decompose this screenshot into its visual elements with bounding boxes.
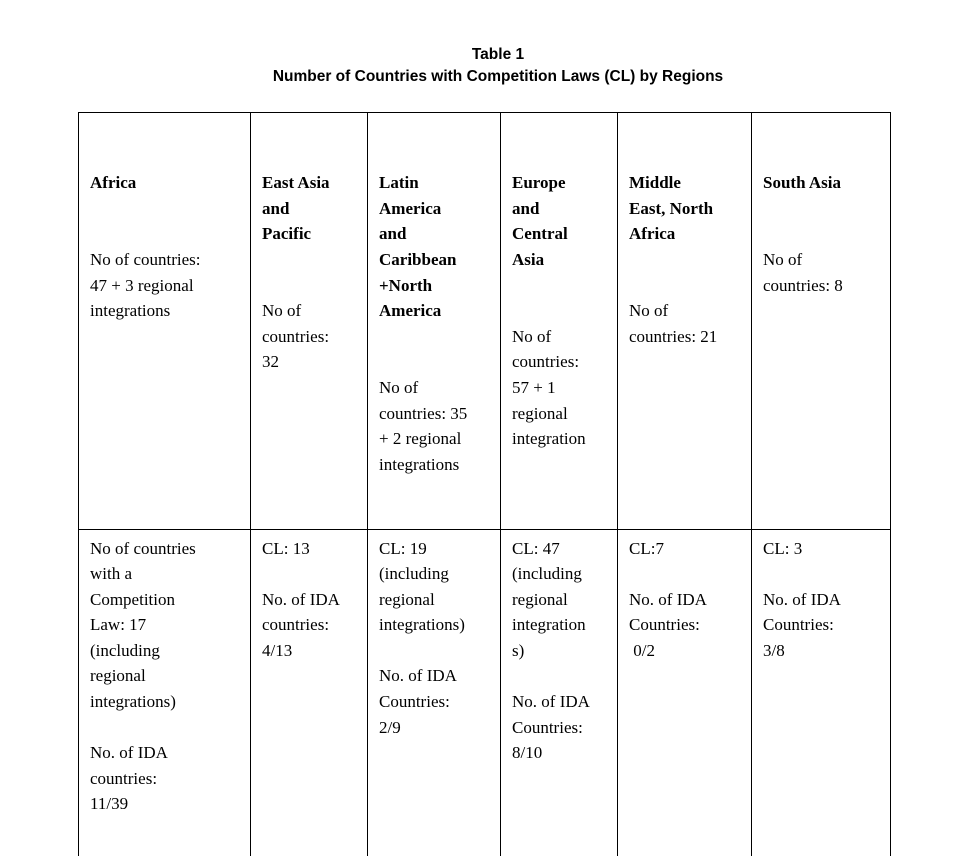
cell-region-south-asia [752,113,891,530]
competition-law-table [78,112,891,856]
cell-region-europe-central-asia [501,113,618,530]
region-country-count: No of countries: 57 + 1 regional integration [512,326,586,449]
cell-cl-middle-east-north-africa: CL:7 No. of IDA Countries: 0/2 [618,529,752,856]
region-country-count: No of countries: 35 + 2 regional integrations [379,377,468,474]
region-name: Africa [90,173,137,193]
cell-cl-europe-central-asia: CL: 47 (including regional integration s) No. of IDA Countries: 8/10 [501,529,618,856]
cell-cl-east-asia-pacific: CL: 13 No. of IDA countries: 4/13 [251,529,368,856]
cell-cl-africa: No of countries with a Competition Law: 17 (including regional integrations) No. of IDA countries: 11/39 [79,529,251,856]
cell-cl-latin-america: CL: 19 (including regional integrations) No. of IDA Countries: 2/9 [368,529,501,856]
region-name: East Asia and Pacific [262,173,330,244]
region-country-count: No of countries: 21 [629,301,718,346]
table-caption [0,44,960,88]
region-name: Latin America and Caribbean +North America [379,173,457,321]
cell-region-middle-east-north-africa [618,113,752,530]
region-country-count: No of countries: 32 [262,301,330,372]
cell-region-africa [79,113,251,530]
region-name: Middle East, North Africa [629,173,714,244]
region-name: Europe and Central Asia [512,173,568,269]
region-name: South Asia [763,173,841,193]
table-row-competition-laws [79,529,891,856]
cell-region-east-asia-pacific [251,113,368,530]
region-country-count: No of countries: 47 + 3 regional integrations [90,249,201,321]
cell-cl-south-asia: CL: 3 No. of IDA Countries: 3/8 [752,529,891,856]
cell-region-latin-america [368,113,501,530]
table-title: Number of Countries with Competition Laws (CL) by Regions [272,68,724,85]
table-row-regions [79,113,891,530]
table-number: Table 1 [471,46,525,63]
region-country-count: No of countries: 8 [763,249,843,295]
